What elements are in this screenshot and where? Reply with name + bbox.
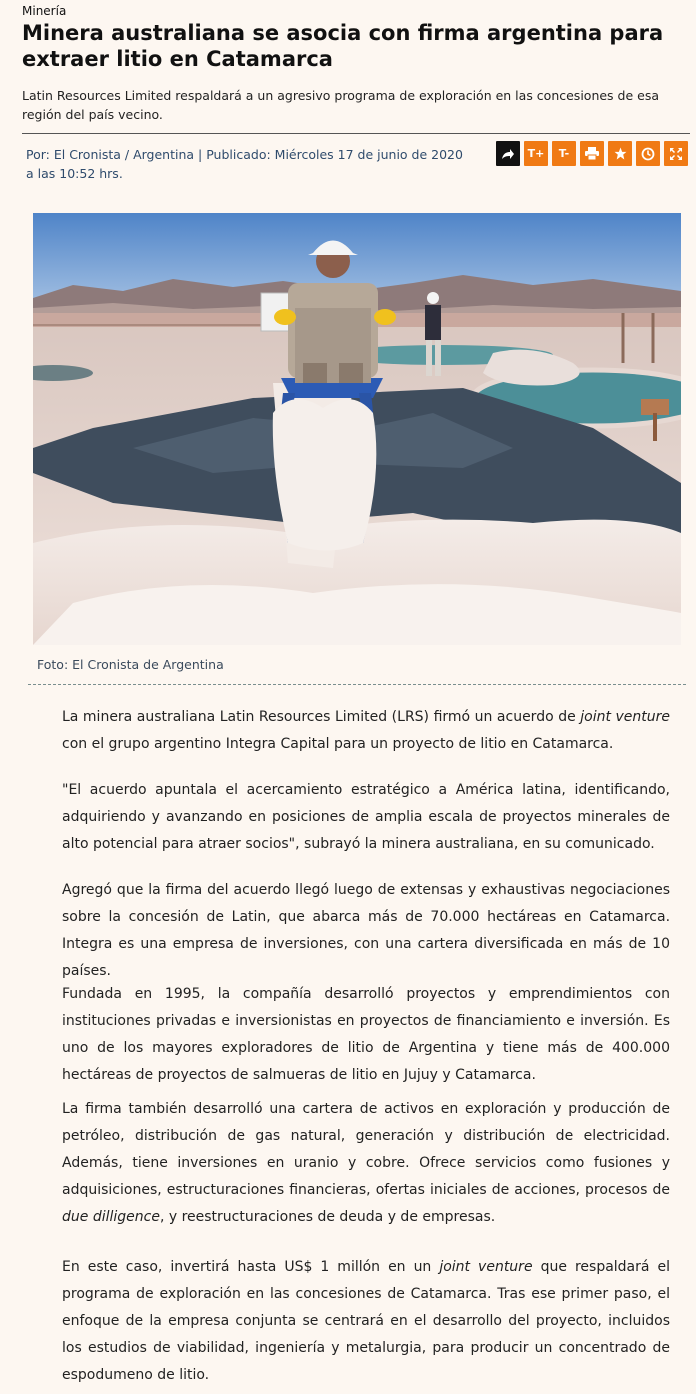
company-link-integra-capital[interactable]: Integra Capital <box>225 736 330 752</box>
byline <box>26 145 466 183</box>
header-divider <box>22 133 690 134</box>
byline-author[interactable]: El Cronista / Argentina <box>53 147 195 162</box>
company-link-latin-resources[interactable]: Latin Resources Limited (LRS) <box>219 709 430 725</box>
byline-separator: | <box>198 147 203 162</box>
print-button[interactable] <box>580 141 604 166</box>
paragraph-3: Agregó que la firma del acuerdo llegó luego de extensas y exhaustivas negociaciones sobre la concesión de Latin, que abarca más de 70.000 hectáreas en Catamarca. Integra es una empresa de inversiones, con una cartera diversificada en más de 10 países. <box>62 882 671 979</box>
highlight-hectares-catamarca[interactable]: que abarca más de 70.000 hectáreas en Catamarca <box>278 909 666 925</box>
photo-caption: Foto: El Cronista de Argentina <box>37 657 224 672</box>
byline-published-label: Publicado: <box>206 147 271 162</box>
history-button[interactable] <box>636 141 660 166</box>
fullscreen-button[interactable] <box>664 141 688 166</box>
paragraph-5: La firma también desarrolló una cartera de activos en exploración y producción de petróleo, distribución de gas natural, generación y distribución de electricidad. Además, tiene inversiones en uranio y cobre. Ofrece servicios como fusiones y adquisiciones, estructuraciones financieras, ofertas iniciales de acciones, procesos de due dilligence, y reestructuraciones de deuda y de empresas. <box>62 1101 670 1225</box>
section-label[interactable]: Minería <box>22 4 67 18</box>
fullscreen-icon <box>669 147 683 161</box>
emphasis-joint-venture: joint venture <box>580 709 670 725</box>
share-arrow-icon <box>501 148 515 160</box>
clock-icon <box>641 147 655 161</box>
emphasis-joint-venture-2: joint venture <box>439 1259 533 1275</box>
star-icon <box>614 147 627 160</box>
highlight-mayores-exploradores[interactable]: Fundada en 1995, la compañía desarrolló proyectos y emprendimientos con instituciones privadas e inversionistas en proyectos de financiamiento e inversión. Es uno de los mayores exploradores de litio de Argentina <box>62 986 670 1056</box>
font-increase-button[interactable]: T+ <box>524 141 548 166</box>
byline-date: Miércoles 17 de junio de 2020 a las 10:52 hrs. <box>26 147 463 181</box>
share-button[interactable] <box>496 141 520 166</box>
paragraph-4: Fundada en 1995, la compañía desarrolló proyectos y emprendimientos con instituciones privadas e inversionistas en proyectos de financiamiento e inversión. Es uno de los mayores exploradores de litio de Argentina y tiene más de 400.000 hectáreas de proyectos de salmueras de litio en Jujuy y Catamarca. <box>62 986 670 1083</box>
print-icon <box>585 147 599 160</box>
byline-por-label: Por: <box>26 147 50 162</box>
salt-flat-worker-image <box>33 213 681 645</box>
paragraph-6: En este caso, invertirá hasta US$ 1 millón en un joint venture que respaldará el programa de exploración en las concesiones de Catamarca. Tras ese primer paso, el enfoque de la empresa conjunta se centrará en el desarrollo del proyecto, incluidos los estudios de viabilidad, ingeniería y metalurgia, para producir un concentrado de espodumeno de litio. <box>62 1259 670 1383</box>
article-photo <box>33 213 681 645</box>
article-subtitle: Latin Resources Limited respaldará a un agresivo programa de exploración en las concesiones de esa región del país vecino. <box>22 88 659 122</box>
article-title: Minera australiana se asocia con firma argentina para extraer litio en Catamarca <box>22 21 664 71</box>
caption-divider <box>28 684 686 685</box>
paragraph-2: "El acuerdo apuntala el acercamiento estratégico a América latina, identificando, adquiriendo y avanzando en posiciones de amplia escala de proyectos minerales de alto potencial para atraer socios", subrayó la minera australiana, en su comunicado. <box>62 782 670 852</box>
article-toolbar <box>496 141 688 166</box>
font-decrease-button[interactable]: T- <box>552 141 576 166</box>
favorite-button[interactable] <box>608 141 632 166</box>
emphasis-due-dilligence: due dilligence <box>62 1209 160 1225</box>
paragraph-1: La minera australiana Latin Resources Limited (LRS) firmó un acuerdo de joint venture con el grupo argentino Integra Capital para un proyecto de litio en Catamarca. <box>62 709 670 752</box>
